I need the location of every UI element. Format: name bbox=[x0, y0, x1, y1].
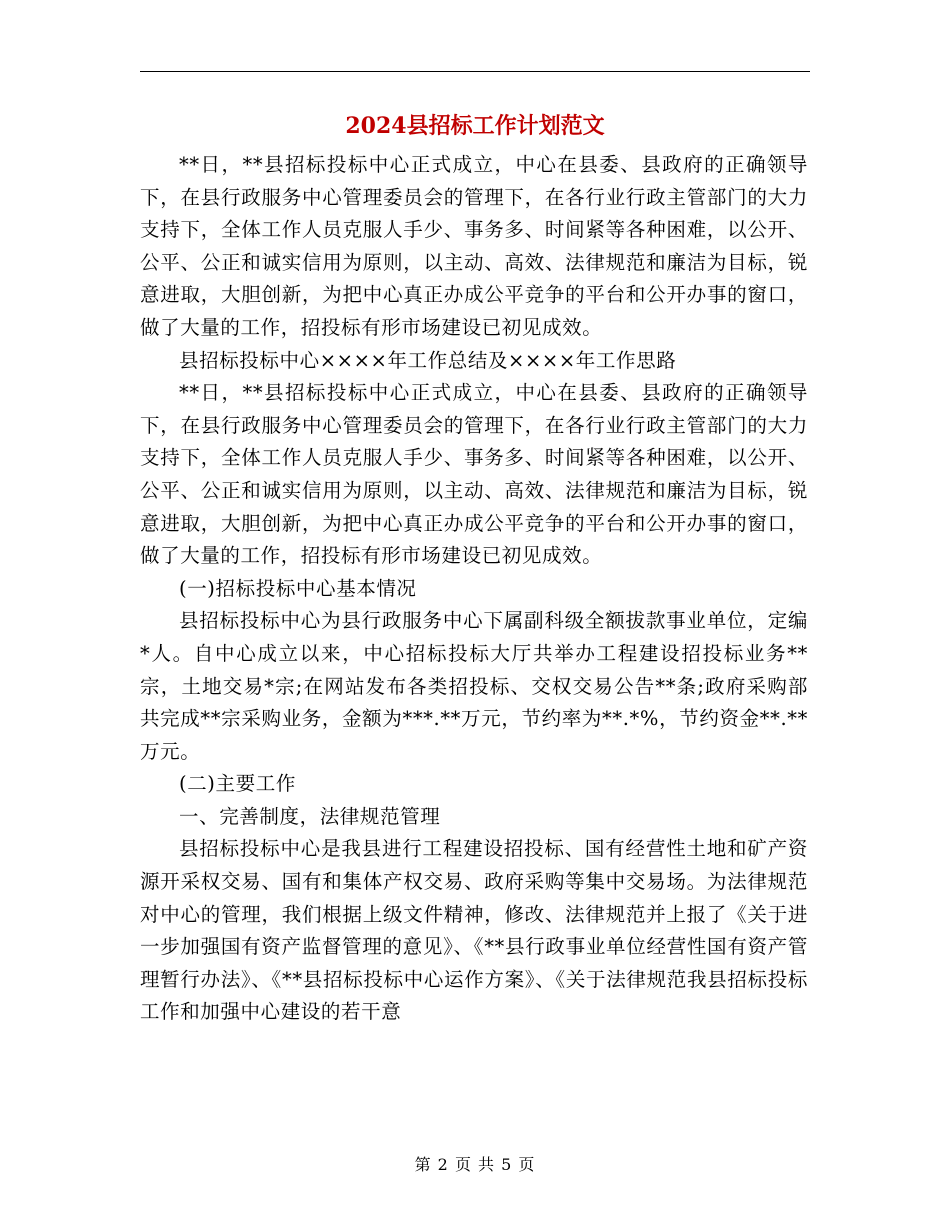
paragraph-regulations: 县招标投标中心是我县进行工程建设招投标、国有经营性土地和矿产资源开采权交易、国有和集体产权交易、政府采购等集中交易场。为法律规范对中心的管理，我们根据上级文件精神，修改、法律规范并上报了《关于进一步加强国有资产监督管理的意见》、《**县行政事业单位经营性国有资产管理暂行办法》、《**县招标投标中心运作方案》、《关于法律规范我县招标投标工作和加强中心建设的若干意 bbox=[140, 837, 808, 1024]
section-heading-basic-info: (一)招标投标中心基本情况 bbox=[179, 576, 417, 600]
section-heading-main-work: (二)主要工作 bbox=[179, 772, 296, 796]
page-footer: 第 2 页 共 5 页 bbox=[414, 1155, 536, 1174]
paragraph-basic-info: 县招标投标中心为县行政服务中心下属副科级全额拔款事业单位，定编*人。自中心成立以来，中心招标投标大厅共举办工程建设招投标业务**宗，土地交易*宗;在网站发布各类招投标、交权交易公告**条;政府采购部共完成**宗采购业务，金额为***.**万元，节约率为**.*%，节约资金**.**万元。 bbox=[140, 609, 808, 763]
document-title: 2024县招标工作计划范文 bbox=[345, 113, 605, 139]
paragraph-intro-repeat: **日，**县招标投标中心正式成立，中心在县委、县政府的正确领导下，在县行政服务中心管理委员会的管理下，在各行业行政主管部门的大力支持下，全体工作人员克服人手少、事务多、时间紧等各种困难，以公开、公平、公正和诚实信用为原则，以主动、高效、法律规范和廉洁为目标，锐意进取，大胆创新，为把中心真正办成公平竞争的平台和公开办事的窗口，做了大量的工作，招投标有形市场建设已初见成效。 bbox=[140, 381, 808, 568]
document-body bbox=[140, 149, 808, 1029]
paragraph-intro: **日，**县招标投标中心正式成立，中心在县委、县政府的正确领导下，在县行政服务中心管理委员会的管理下，在各行业行政主管部门的大力支持下，全体工作人员克服人手少、事务多、时间紧等各种困难，以公开、公平、公正和诚实信用为原则，以主动、高效、法律规范和廉洁为目标，锐意进取，大胆创新，为把中心真正办成公平竞争的平台和公开办事的窗口，做了大量的工作，招投标有形市场建设已初见成效。 bbox=[140, 153, 808, 339]
section-heading-summary: 县招标投标中心××××年工作总结及××××年工作思路 bbox=[179, 348, 677, 372]
header-rule bbox=[140, 71, 810, 72]
subsection-heading-regulations: 一、完善制度，法律规范管理 bbox=[179, 804, 441, 828]
